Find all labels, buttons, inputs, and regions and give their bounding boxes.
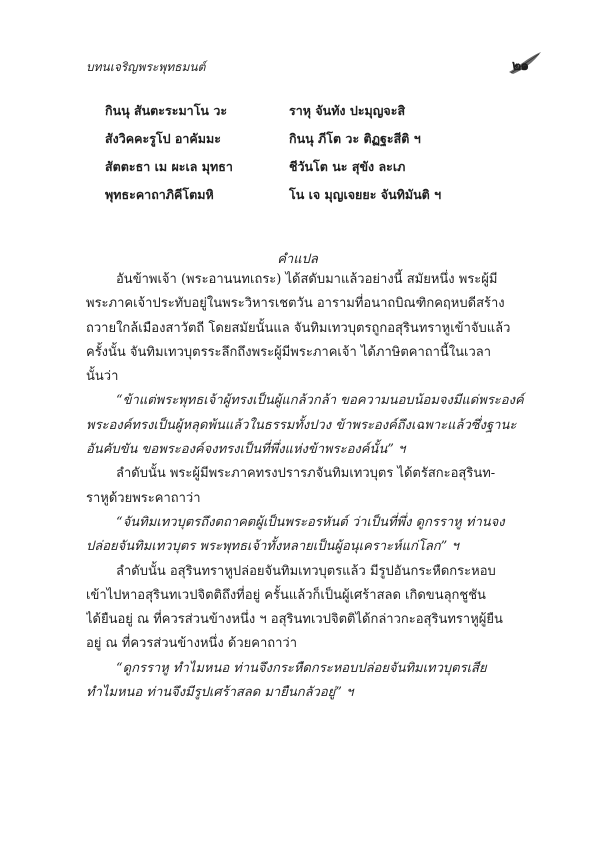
quoted-verse-line: “ดูกรราหู ทำไมหนอ ท่านจึงกระหืดกระหอบปล่อยจันทิมเทวบุตรเสีย	[116, 660, 487, 676]
paragraph-line: เข้าไปหาอสุรินทเวปจิตติถึงที่อยู่ ครั้นแล้วก็เป็นผู้เศร้าสลด เกิดขนลุกชูชัน	[86, 587, 486, 603]
translation-heading: คำแปล	[277, 252, 318, 267]
quoted-verse-line: “จันทิมเทวบุตรถึงตถาคตผู้เป็นพระอรหันต์ ว่าเป็นที่พึ่ง ดูกรราหู ท่านจง	[116, 514, 505, 530]
quoted-verse-line: “ข้าแต่พระพุทธเจ้าผู้ทรงเป็นผู้แกล้วกล้า ขอความนอบน้อมจงมีแด่พระองค์	[116, 393, 524, 409]
paragraph-line: อันข้าพเจ้า (พระอานนทเถระ) ได้สดับมาแล้วอย่างนี้ สมัยหนึ่ง พระผู้มี	[116, 272, 498, 287]
verse-second-half: โน เจ มุญเจยยะ จันทิมันติ ฯ	[289, 187, 442, 202]
paragraph-line: ได้ยืนอยู่ ณ ที่ควรส่วนข้างหนึ่ง ฯ อสุรินทเวปจิตติได้กล่าวกะอสุรินทราหูผู้ยืน	[86, 612, 503, 628]
page-number: ๒๑	[512, 58, 529, 74]
verse-line	[105, 181, 525, 209]
verse-line	[105, 125, 525, 153]
paragraph-line: ลำดับนั้น พระผู้มีพระภาคทรงปรารภจันทิมเทวบุตร ได้ตรัสกะอสุรินท-	[116, 466, 496, 482]
quoted-verse-line: ปล่อยจันทิมเทวบุตร พระพุทธเจ้าทั้งหลายเป็นผู้อนุเคราะห์แก่โลก” ฯ	[86, 539, 459, 555]
quoted-verse-line: ทำไมหนอ ท่านจึงมีรูปเศร้าสลด มายืนกลัวอยู่” ฯ	[86, 685, 354, 701]
paragraph-line: ลำดับนั้น อสุรินทราหูปล่อยจันทิมเทวบุตรแล้ว มีรูปอันกระหืดกระหอบ	[116, 563, 496, 579]
quoted-verse-line: พระองค์ทรงเป็นผู้หลุดพ้นแล้วในธรรมทั้งปวง ข้าพระองค์ถึงเฉพาะแล้วซึ่งฐานะ	[86, 417, 517, 433]
verse-second-half: กินนุ ภีโต วะ ติฏฐะสีติ ฯ	[289, 131, 421, 146]
verse-line	[105, 153, 525, 181]
paragraph-line: นั้นว่า	[86, 369, 119, 385]
verse-first-half: สังวิคคะรูโป อาคัมมะ	[105, 131, 221, 146]
paragraph-line: ครั้งนั้น จันทิมเทวบุตรระลึกถึงพระผู้มีพระภาคเจ้า ได้ภาษิตคาถานี้ในเวลา	[86, 344, 492, 360]
paragraph-line: พระภาคเจ้าประทับอยู่ในพระวิหารเชตวัน อารามที่อนาถบิณฑิกคฤหบดีสร้าง	[86, 296, 505, 312]
translation-body	[86, 268, 544, 705]
verse-first-half: พุทธะคาถาภิคีโตมหิ	[105, 187, 214, 202]
verse-first-half: กินนุ สันตะระมาโน วะ	[105, 103, 228, 118]
verse-line	[105, 97, 525, 125]
pali-verse	[105, 97, 525, 209]
verse-second-half: ราหุ จันทัง ปะมุญจะสิ	[289, 103, 406, 118]
verse-second-half: ชีวันโต นะ สุขัง ละเภ	[289, 159, 406, 174]
running-header: บทนเจริญพระพุทธมนต์	[86, 60, 206, 74]
verse-first-half: สัตตะธา เม ผะเล มุทธา	[105, 159, 233, 174]
page-number-badge	[505, 50, 545, 76]
paragraph-line: ถวายใกล้เมืองสาวัตถี โดยสมัยนั้นแล จันทิมเทวบุตรถูกอสุรินทราหูเข้าจับแล้ว	[86, 320, 511, 336]
quoted-verse-line: อันคับขัน ขอพระองค์จงทรงเป็นที่พึ่งแห่งข้าพระองค์นั้น” ฯ	[86, 442, 406, 458]
paragraph-line: ราหูด้วยพระคาถาว่า	[86, 490, 201, 506]
paragraph-line: อยู่ ณ ที่ควรส่วนข้างหนึ่ง ด้วยคาถาว่า	[86, 636, 298, 652]
